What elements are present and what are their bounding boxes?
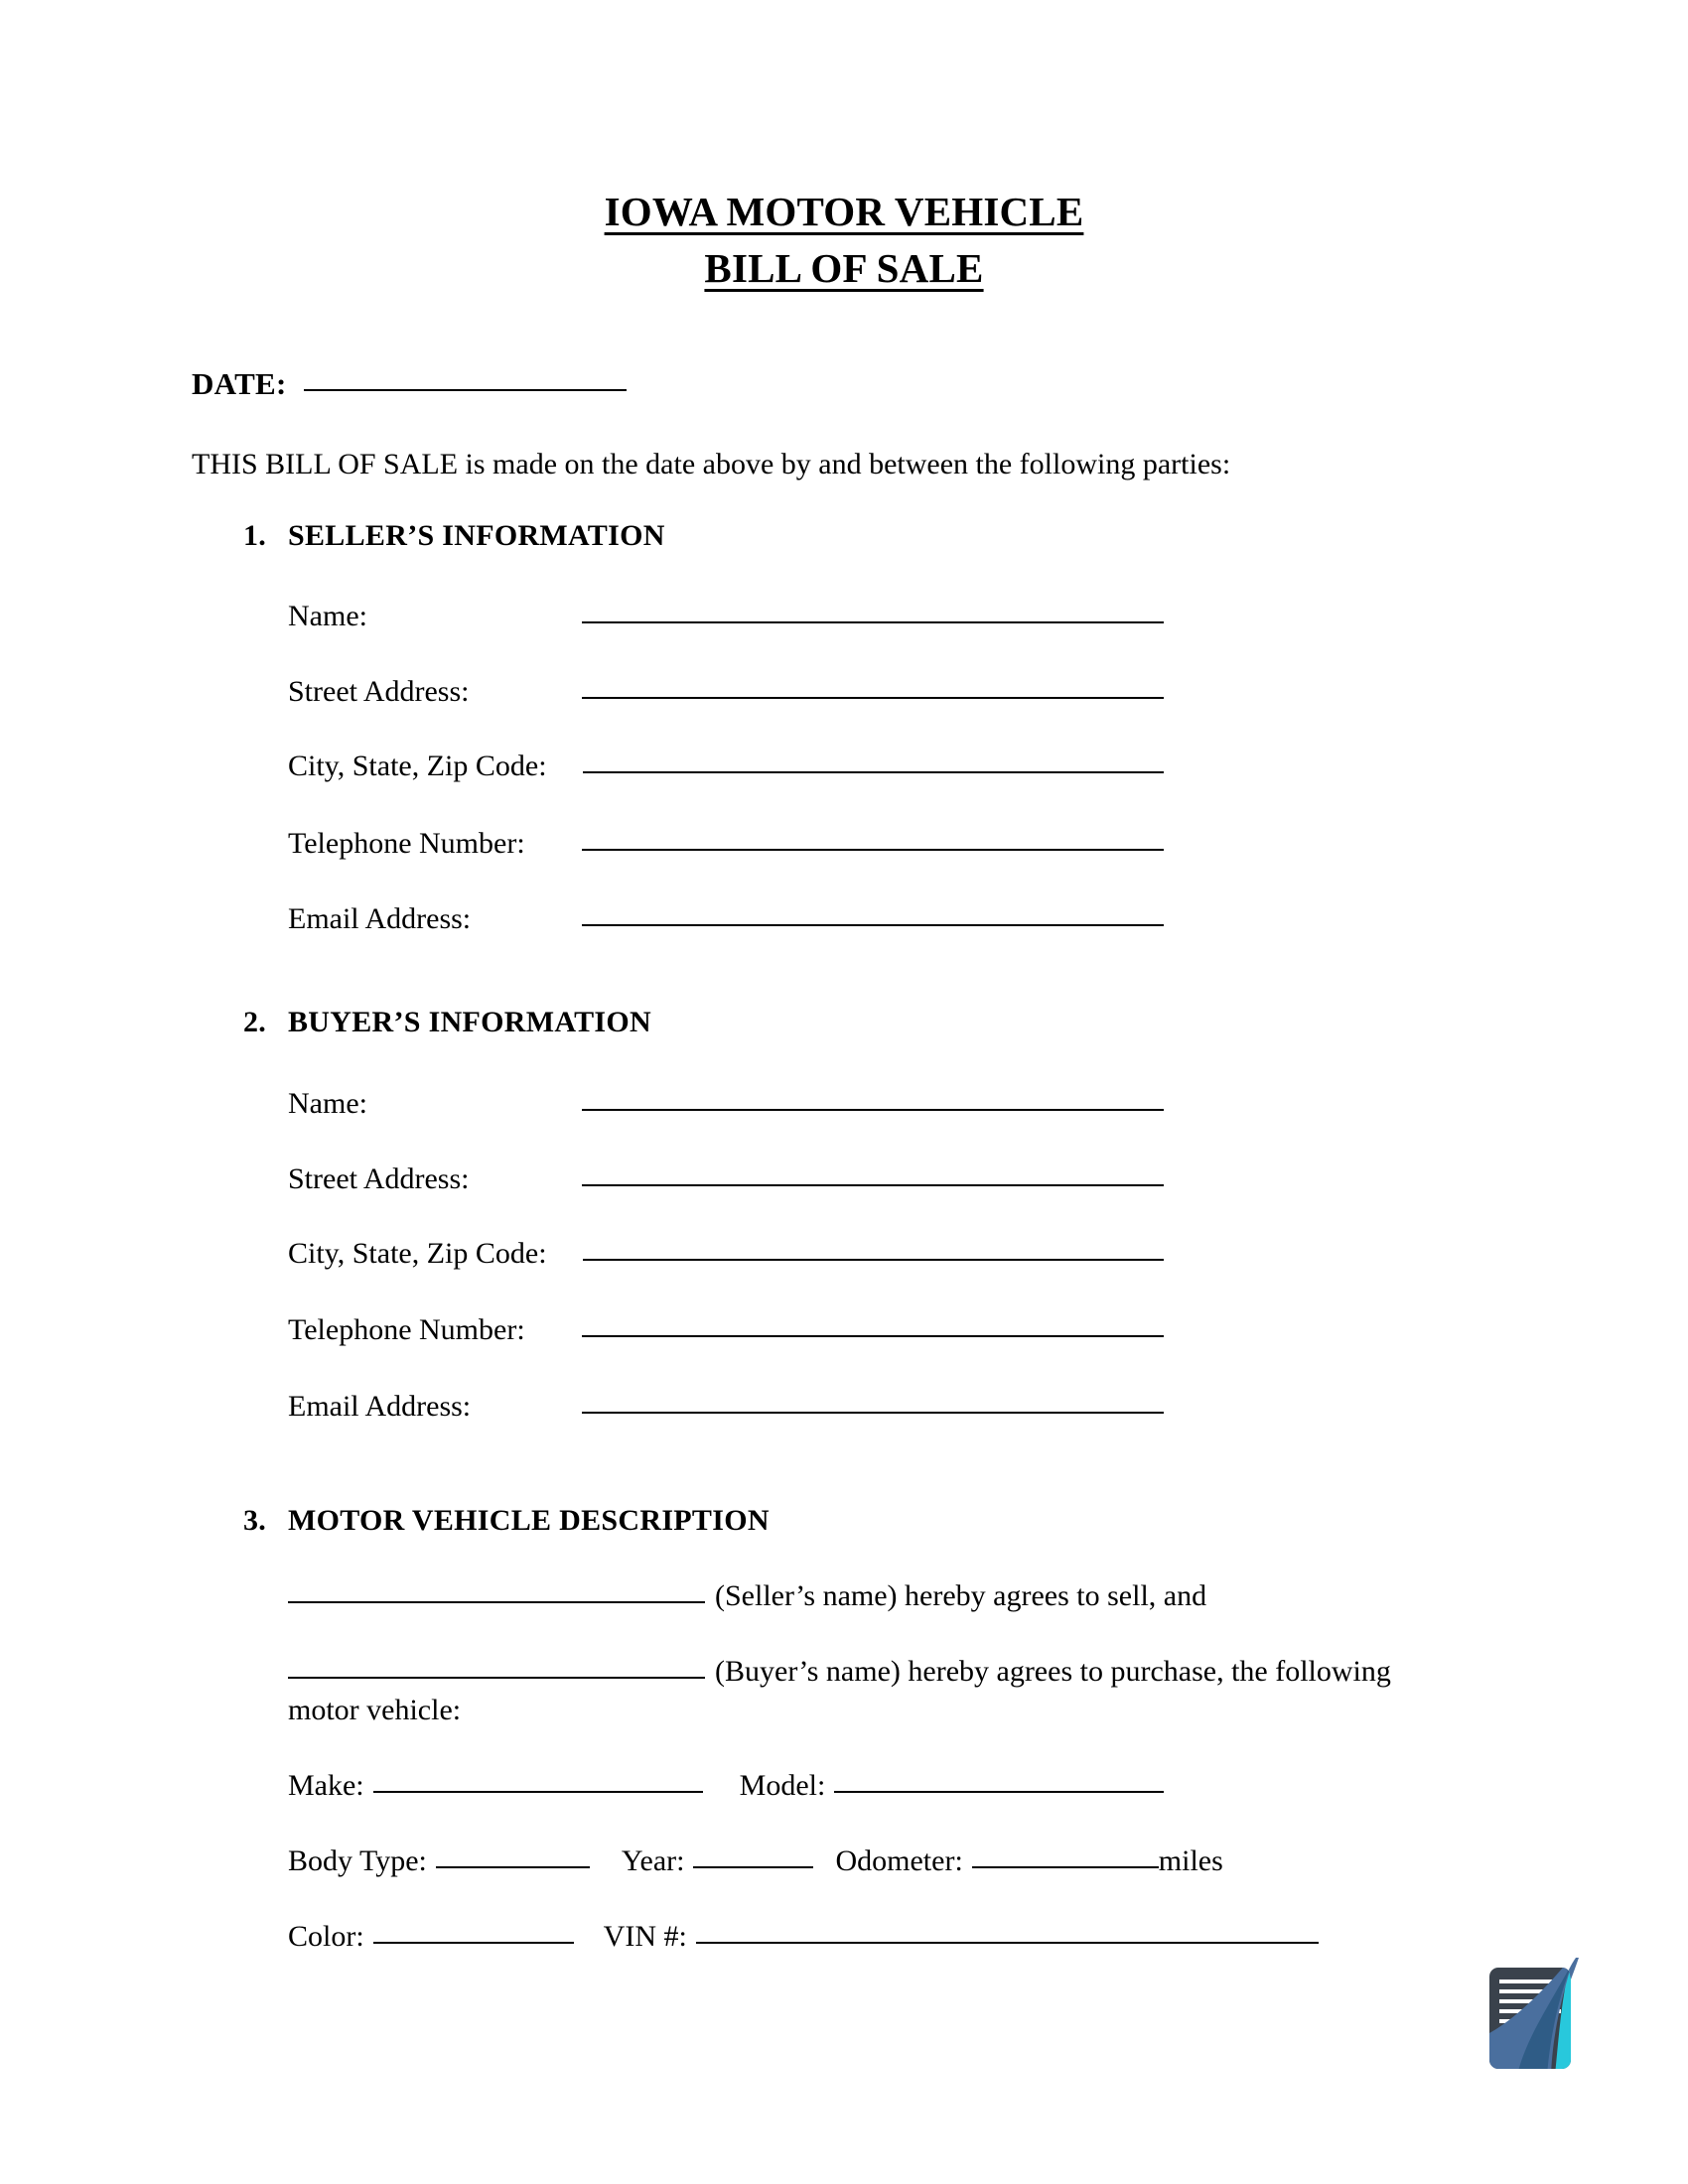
- document-logo-icon: [1481, 1958, 1591, 2077]
- miles-label: miles: [1158, 1844, 1223, 1877]
- buyer-name-label: Name:: [288, 1087, 367, 1120]
- seller-name-fill-blank[interactable]: [288, 1600, 705, 1603]
- buyer-name-row: [288, 1087, 1164, 1121]
- section-heading-motor-vehicle-description: [243, 1504, 770, 1538]
- section-2-title: BUYER’S INFORMATION: [288, 1006, 651, 1038]
- title-line-1: [0, 184, 1688, 240]
- seller-agreement-row: [288, 1579, 1206, 1613]
- section-heading-buyers-information: [243, 1006, 651, 1039]
- title-line-2-text: BILL OF SALE: [704, 245, 984, 291]
- seller-city-state-zip-input-blank[interactable]: [583, 770, 1164, 773]
- buyer-city-state-zip-label: City, State, Zip Code:: [288, 1237, 547, 1270]
- body-type-label: Body Type:: [288, 1844, 427, 1877]
- title-line-1-text: IOWA MOTOR VEHICLE: [604, 189, 1084, 234]
- date-label: DATE:: [192, 366, 287, 401]
- buyer-agreement-row: [288, 1655, 1391, 1689]
- body-year-odometer-row: [288, 1844, 1223, 1878]
- section-heading-sellers-information: [243, 519, 665, 553]
- seller-city-state-zip-label: City, State, Zip Code:: [288, 750, 547, 782]
- section-1-number: 1.: [243, 519, 267, 552]
- buyer-name-input-blank[interactable]: [582, 1108, 1164, 1111]
- seller-name-label: Name:: [288, 600, 367, 632]
- buyer-name-fill-blank[interactable]: [288, 1676, 705, 1679]
- buyer-agreement-text: (Buyer’s name) hereby agrees to purchase, the following: [715, 1655, 1391, 1688]
- page-title: [0, 184, 1688, 297]
- seller-agreement-text: (Seller’s name) hereby agrees to sell, and: [715, 1579, 1207, 1612]
- vin-label: VIN #:: [603, 1920, 687, 1953]
- buyer-telephone-input-blank[interactable]: [582, 1334, 1164, 1337]
- seller-email-label: Email Address:: [288, 902, 472, 935]
- section-3-number: 3.: [243, 1504, 267, 1537]
- vin-input-blank[interactable]: [696, 1941, 1319, 1944]
- body-type-input-blank[interactable]: [436, 1865, 590, 1868]
- color-label: Color:: [288, 1920, 364, 1953]
- seller-telephone-label: Telephone Number:: [288, 827, 525, 860]
- seller-name-row: [288, 600, 1164, 633]
- color-input-blank[interactable]: [373, 1941, 574, 1944]
- seller-street-address-input-blank[interactable]: [582, 696, 1164, 699]
- buyer-telephone-row: [288, 1313, 1164, 1347]
- odometer-input-blank[interactable]: [972, 1865, 1159, 1868]
- seller-name-input-blank[interactable]: [582, 620, 1164, 623]
- seller-city-state-zip-row: [288, 750, 1164, 783]
- intro-paragraph: THIS BILL OF SALE is made on the date above by and between the following parties:: [192, 448, 1231, 480]
- buyer-city-state-zip-row: [288, 1237, 1164, 1271]
- buyer-telephone-label: Telephone Number:: [288, 1313, 525, 1346]
- document-logo: [1481, 1958, 1591, 2077]
- seller-telephone-input-blank[interactable]: [582, 848, 1164, 851]
- make-label: Make:: [288, 1769, 364, 1802]
- buyer-email-label: Email Address:: [288, 1390, 472, 1423]
- section-1-title: SELLER’S INFORMATION: [288, 519, 665, 552]
- buyer-city-state-zip-input-blank[interactable]: [583, 1258, 1164, 1261]
- seller-street-address-label: Street Address:: [288, 675, 470, 708]
- year-label: Year:: [621, 1844, 685, 1877]
- make-model-row: [288, 1769, 1164, 1803]
- model-input-blank[interactable]: [834, 1790, 1164, 1793]
- date-row: [192, 366, 627, 402]
- buyer-email-input-blank[interactable]: [582, 1411, 1164, 1414]
- buyer-street-address-label: Street Address:: [288, 1162, 470, 1195]
- buyer-street-address-input-blank[interactable]: [582, 1183, 1164, 1186]
- model-label: Model:: [739, 1769, 826, 1802]
- title-line-2: [0, 240, 1688, 297]
- seller-telephone-row: [288, 827, 1164, 861]
- buyer-street-address-row: [288, 1162, 1164, 1196]
- section-3-title: MOTOR VEHICLE DESCRIPTION: [288, 1504, 770, 1537]
- date-input-blank[interactable]: [304, 388, 627, 391]
- year-input-blank[interactable]: [693, 1865, 813, 1868]
- seller-email-row: [288, 902, 1164, 936]
- section-2-number: 2.: [243, 1006, 267, 1038]
- color-vin-row: [288, 1920, 1319, 1954]
- seller-email-input-blank[interactable]: [582, 923, 1164, 926]
- seller-street-address-row: [288, 675, 1164, 709]
- buyer-email-row: [288, 1390, 1164, 1424]
- make-input-blank[interactable]: [373, 1790, 703, 1793]
- motor-vehicle-continuation-text: motor vehicle:: [288, 1694, 462, 1726]
- odometer-label: Odometer:: [835, 1844, 963, 1877]
